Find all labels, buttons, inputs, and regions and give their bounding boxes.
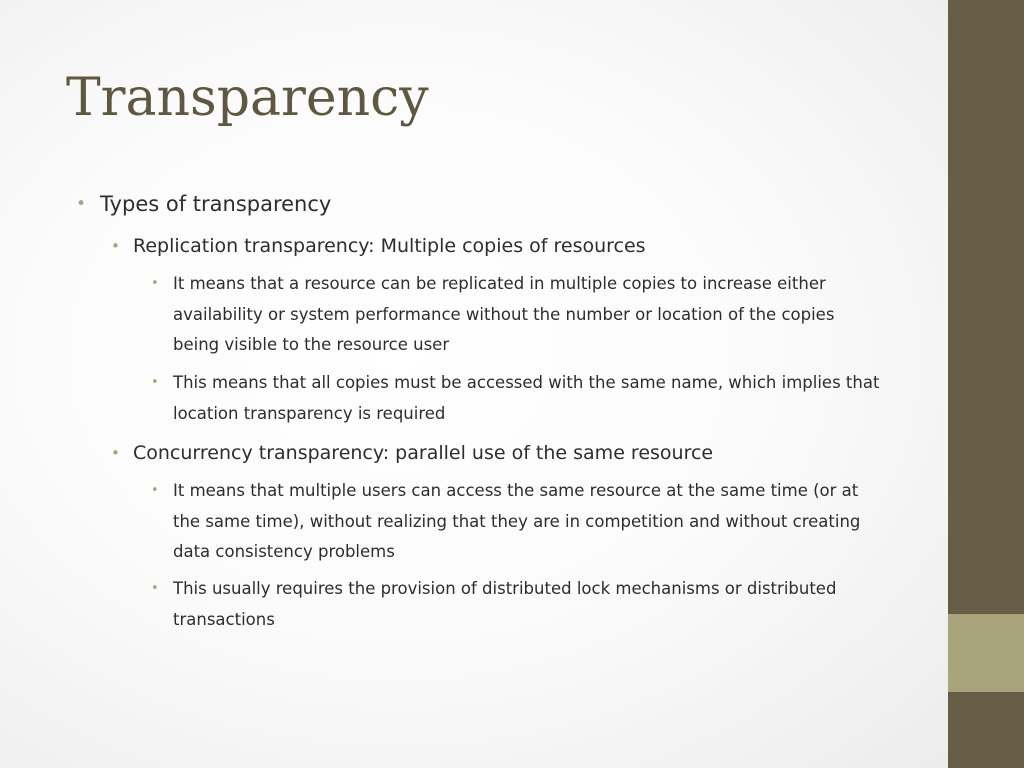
bullet-dot-icon: •: [111, 444, 120, 462]
bullet-level3-replication-meaning: [151, 269, 881, 361]
bullet-level3-concurrency-meaning: [151, 476, 881, 568]
bullet-text: It means that a resource can be replicated in multiple copies to increase either availability or system performance without the number or location of the copies being visible to the resource user: [173, 274, 835, 354]
slide-title: Transparency: [66, 68, 429, 128]
bullet-dot-icon: •: [76, 194, 87, 214]
bullet-level3-concurrency-locks: [151, 574, 881, 635]
bullet-level1-types-of-transparency: [76, 187, 876, 221]
bullet-dot-icon: •: [151, 375, 159, 390]
bullet-level2-replication-transparency: [111, 230, 891, 262]
bullet-text: Replication transparency: Multiple copies of resources: [133, 235, 646, 257]
bullet-text: Concurrency transparency: parallel use of the same resource: [133, 442, 714, 464]
side-accent-block: [948, 614, 1024, 692]
bullet-dot-icon: •: [151, 483, 159, 498]
bullet-dot-icon: •: [111, 237, 120, 255]
bullet-level3-replication-same-name: [151, 368, 881, 429]
bullet-text: This usually requires the provision of distributed lock mechanisms or distributed transactions: [173, 579, 837, 629]
bullet-text: This means that all copies must be accessed with the same name, which implies that location transparency is required: [173, 373, 880, 423]
bullet-level2-concurrency-transparency: [111, 437, 891, 469]
bullet-text: It means that multiple users can access the same resource at the same time (or at the same time), without realizing that they are in competition and without creating data consistency problems: [173, 481, 861, 561]
bullet-dot-icon: •: [151, 276, 159, 291]
bullet-text: Types of transparency: [100, 192, 332, 216]
bullet-dot-icon: •: [151, 581, 159, 596]
